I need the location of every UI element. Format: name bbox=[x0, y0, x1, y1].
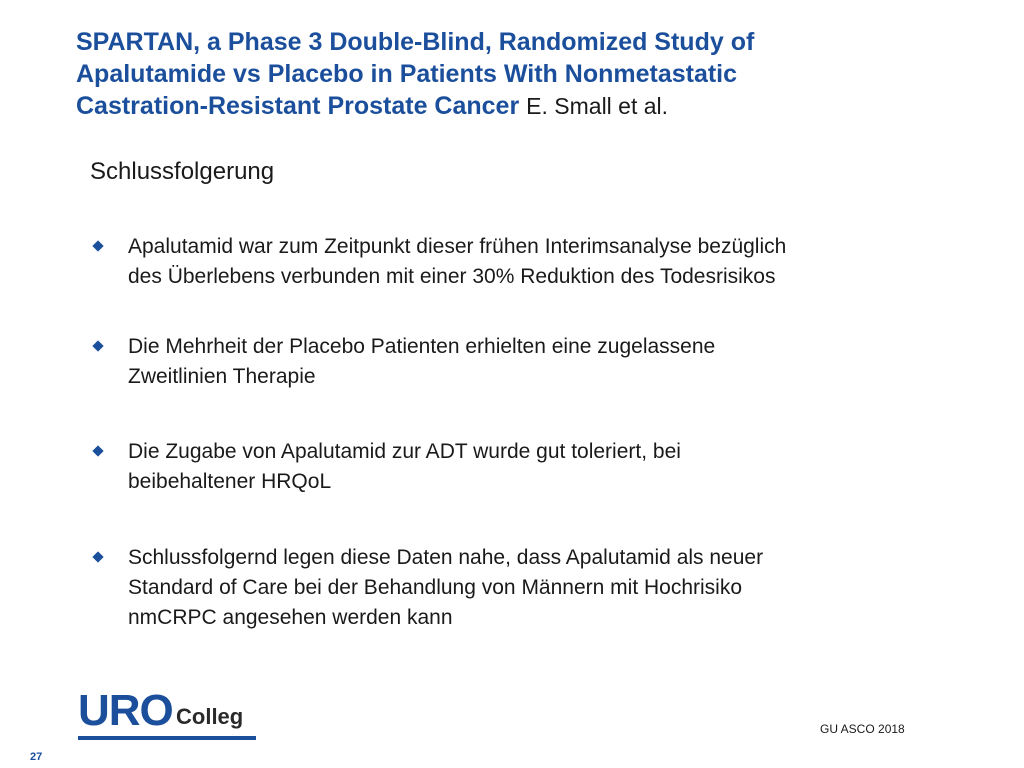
bullet-line: Schlussfolgernd legen diese Daten nahe, dass Apalutamid als neuer bbox=[128, 546, 764, 569]
bullet-item bbox=[92, 232, 952, 292]
bullet-line: Apalutamid war zum Zeitpunkt dieser frühen Interimsanalyse bezüglich bbox=[128, 235, 787, 258]
title-line-with-author bbox=[76, 90, 956, 122]
bullet-item bbox=[92, 437, 952, 497]
bullet-line: Zweitlinien Therapie bbox=[128, 365, 316, 388]
bullet-text bbox=[128, 543, 952, 633]
title-line: Apalutamide vs Placebo in Patients With Nonmetastatic bbox=[76, 60, 738, 88]
logo-underline bbox=[78, 736, 256, 740]
bullet-item bbox=[92, 332, 952, 392]
slide-title bbox=[76, 26, 956, 122]
diamond-bullet-icon bbox=[92, 340, 103, 351]
bullet-item bbox=[92, 543, 952, 633]
diamond-bullet-icon bbox=[92, 445, 103, 456]
bullet-line: beibehaltener HRQoL bbox=[128, 470, 332, 493]
uro-colleg-logo bbox=[78, 686, 258, 748]
page-number: 27 bbox=[30, 751, 43, 763]
author-credit: E. Small et al. bbox=[526, 93, 669, 119]
bullet-line: des Überlebens verbunden mit einer 30% Reduktion des Todesrisikos bbox=[128, 265, 776, 288]
diamond-bullet-icon bbox=[92, 240, 103, 251]
bullet-list bbox=[92, 232, 952, 633]
logo-uro-text: URO bbox=[78, 686, 173, 735]
bullet-line: Die Zugabe von Apalutamid zur ADT wurde gut toleriert, bei bbox=[128, 440, 681, 463]
bullet-line: Standard of Care bei der Behandlung von Männern mit Hochrisiko bbox=[128, 576, 743, 599]
title-line: SPARTAN, a Phase 3 Double-Blind, Randomized Study of bbox=[76, 28, 755, 56]
bullet-line: Die Mehrheit der Placebo Patienten erhielten eine zugelassene bbox=[128, 335, 716, 358]
bullet-text bbox=[128, 437, 952, 497]
footer-source: GU ASCO 2018 bbox=[820, 722, 905, 736]
section-heading: Schlussfolgerung bbox=[90, 158, 275, 185]
logo-colleg-text: Colleg bbox=[176, 704, 244, 729]
bullet-text bbox=[128, 232, 952, 292]
diamond-bullet-icon bbox=[92, 551, 103, 562]
title-line: Castration-Resistant Prostate Cancer bbox=[76, 92, 520, 120]
bullet-text bbox=[128, 332, 952, 392]
bullet-line: nmCRPC angesehen werden kann bbox=[128, 606, 453, 629]
